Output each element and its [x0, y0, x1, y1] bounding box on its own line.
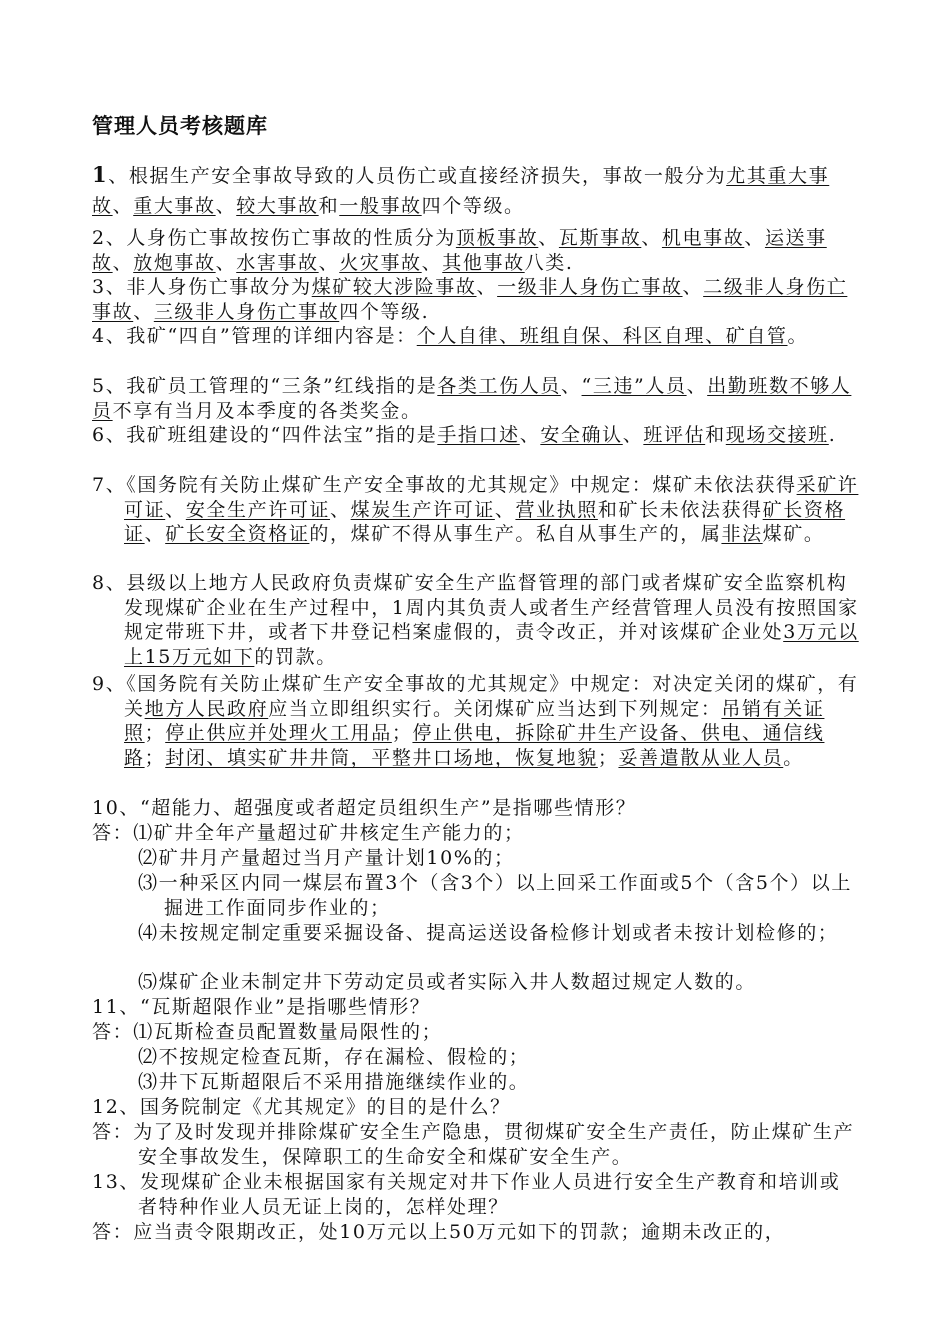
question-number: 1: [92, 162, 109, 187]
answer-13: 答：应当责令限期改正，处10万元以上50万元如下的罚款；逾期未改正的，: [92, 1221, 786, 1243]
answer-11-3: ⑶井下瓦斯超限后不采用措施继续作业的。: [138, 1071, 530, 1093]
answer-10-2: ⑵矿井月产量超过当月产量计划10%的；: [138, 847, 515, 869]
question-7: 7、《国务院有关防止煤矿生产安全事故的尤其规定》中规定：煤矿未依法获得采矿许可证、安全生产许可证、煤炭生产许可证、营业执照和矿长未依法获得矿长资格证、矿长安全资格证的，煤矿不得从事生产。私自从事生产的，属非法煤矿。: [92, 474, 859, 545]
question-3: 3、非人身伤亡事故分为煤矿较大涉险事故、一级非人身伤亡事故、二级非人身伤亡事故、三级非人身伤亡事故四个等级.: [92, 276, 848, 323]
answer-10-5: ⑸煤矿企业未制定井下劳动定员或者实际入井人数超过规定人数的。: [138, 971, 757, 993]
answer-10-3: ⑶一种采区内同一煤层布置3个（含3个）以上回采工作面或5个（含5个）以上掘进工作面同步作业的；: [138, 872, 852, 919]
question-11: 11、“瓦斯超限作业”是指哪些情形？: [92, 996, 431, 1018]
answer-11-1: 答：⑴瓦斯检查员配置数量局限性的；: [92, 1021, 443, 1043]
question-10: 10、“超能力、超强度或者超定员组织生产”是指哪些情形？: [92, 797, 637, 819]
answer-10-1: 答：⑴矿井全年产量超过矿井核定生产能力的；: [92, 822, 525, 844]
answer-12: 答：为了及时发现并排除煤矿安全生产隐患，贯彻煤矿安全生产责任，防止煤矿生产安全事故发生，保障职工的生命安全和煤矿安全生产。: [92, 1121, 855, 1168]
question-6: 6、我矿班组建设的“四件法宝”指的是手指口述、安全确认、班评估和现场交接班.: [92, 424, 837, 446]
question-2: 2、人身伤亡事故按伤亡事故的性质分为顶板事故、瓦斯事故、机电事故、运送事故、放炮事故、水害事故、火灾事故、其他事故八类.: [92, 227, 827, 274]
page-title: 管理人员考核题库: [92, 113, 268, 138]
question-8: 8、县级以上地方人民政府负责煤矿安全生产监督管理的部门或者煤矿安全监察机构发现煤矿企业在生产过程中，1周内其负责人或者生产经营管理人员没有按照国家规定带班下井，或者下井登记档案虚假的，责令改正，并对该煤矿企业处3万元以上15万元如下的罚款。: [92, 572, 859, 668]
question-1: 1、根据生产安全事故导致的人员伤亡或直接经济损失，事故一般分为尤其重大事故、重大事故、较大事故和一般事故四个等级。: [92, 162, 830, 217]
question-4: 4、我矿“四自”管理的详细内容是：个人自律、班组自保、科区自理、矿自管。: [92, 325, 809, 347]
question-9: 9、《国务院有关防止煤矿生产安全事故的尤其规定》中规定：对决定关闭的煤矿，有关地方人民政府应当立即组织实行。关闭煤矿应当达到下列规定：吊销有关证照；停止供应并处理火工用品；停止供电，拆除矿井生产设备、供电、通信线路；封闭、填实矿井井筒，平整井口场地，恢复地貌；妥善遣散从业人员。: [92, 673, 859, 769]
question-13: 13、发现煤矿企业未根据国家有关规定对井下作业人员进行安全生产教育和培训或者特种作业人员无证上岗的，怎样处理？: [92, 1171, 841, 1218]
question-12: 12、国务院制定《尤其规定》的目的是什么？: [92, 1096, 511, 1118]
answer-10-4: ⑷未按规定制定重要采掘设备、提高运送设备检修计划或者未按计划检修的；: [138, 922, 839, 944]
answer-11-2: ⑵不按规定检查瓦斯，存在漏检、假检的；: [138, 1046, 530, 1068]
question-5: 5、我矿员工管理的“三条”红线指的是各类工伤人员、“三违”人员、出勤班数不够人员不享有当月及本季度的各类奖金。: [92, 375, 852, 422]
